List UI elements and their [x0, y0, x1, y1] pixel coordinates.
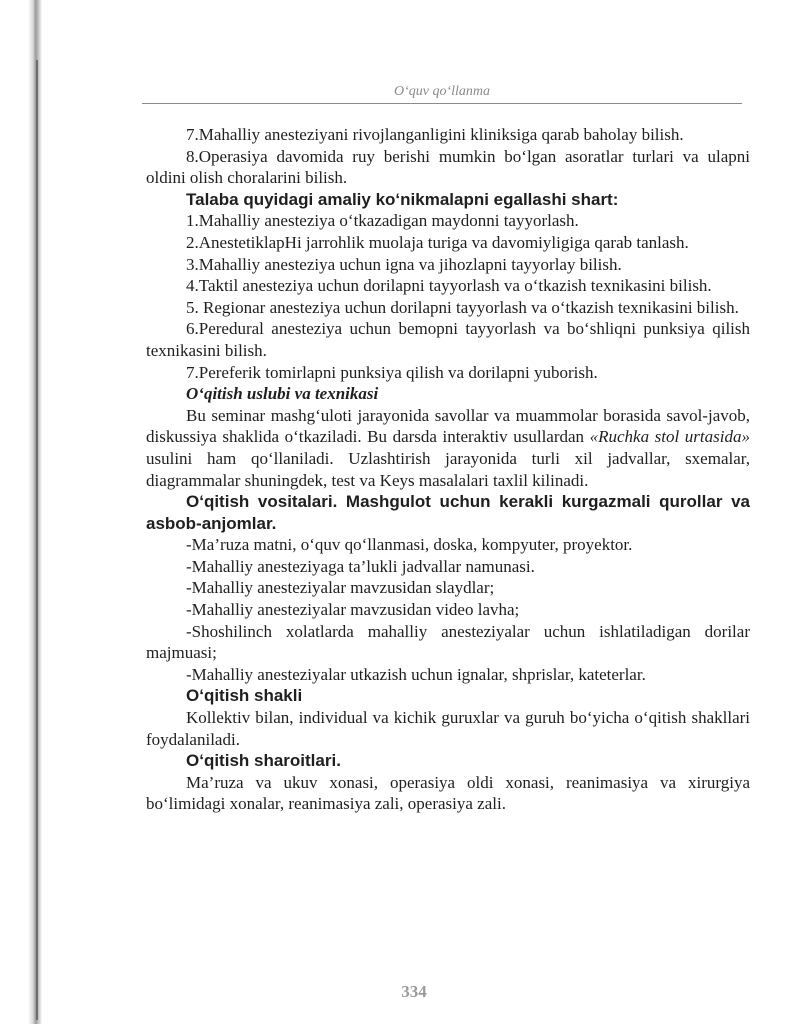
page-number: 334: [401, 982, 427, 1001]
tool-2: -Mahalliy anesteziyaga ta’lukli jadvallar namunasi.: [186, 556, 535, 576]
method-text-b: usulini ham qo‘llaniladi. Uzlashtirish jarayonida turli xil jadvallar, sxemalar, diagrammalar shuningdek, test va Keys masalalari taxlil kilinadi.: [146, 448, 750, 490]
running-header: [142, 84, 742, 108]
method-heading: O‘qitish uslubi va texnikasi: [186, 384, 379, 404]
form-heading: O‘qitish shakli: [186, 686, 303, 706]
skill-1: 1.Mahalliy anesteziya o‘tkazadigan maydonni tayyorlash.: [186, 211, 579, 231]
skill-2: 2.AnestetiklapHi jarrohlik muolaja turiga va davomiyligiga qarab tanlash.: [186, 232, 689, 252]
book-spine-shadow: [28, 0, 42, 1024]
objective-8: 8.Operasiya davomida ruy berishi mumkin bo‘lgan asoratlar turlari va ulapni oldini olish choralarini bilish.: [146, 146, 750, 188]
skill-7: 7.Pereferik tomirlapni punksiya qilish va dorilapni yuborish.: [186, 362, 598, 382]
page-edge-line: [36, 60, 38, 1020]
tool-1: -Ma’ruza matni, o‘quv qo‘llanmasi, doska, kompyuter, proyektor.: [186, 535, 633, 555]
conditions-paragraph: Ma’ruza va ukuv xonasi, operasiya oldi xonasi, reanimasiya va xirurgiya bo‘limidagi xonalar, reanimasiya zali, operasiya zali.: [146, 772, 750, 814]
tool-4: -Mahalliy anesteziyalar mavzusidan video lavha;: [186, 600, 520, 620]
header-title: O‘quv qo‘llanma: [393, 84, 491, 99]
skill-4: 4.Taktil anesteziya uchun dorilapni tayyorlash va o‘tkazish texnikasini bilish.: [186, 276, 712, 296]
method-technique-name: «Ruchka stol urtasida»: [589, 427, 750, 447]
tool-5: -Shoshilinch xolatlarda mahalliy anesteziyalar uchun ishlatiladigan dorilar majmuasi;: [146, 621, 750, 663]
form-paragraph: Kollektiv bilan, individual va kichik guruxlar va guruh bo‘yicha o‘qitish shakllari foydalaniladi.: [146, 708, 750, 749]
method-text-a: Bu seminar mashg‘uloti jarayonida savollar va muammolar borasida savol-javob, diskussiya shaklida o‘tkaziladi. Bu darsda interaktiv usullardan: [146, 405, 750, 447]
skill-3: 3.Mahalliy anesteziya uchun igna va jihozlapni tayyorlay bilish.: [186, 254, 622, 274]
objective-7: 7.Mahalliy anesteziyani rivojlanganligini kliniksiga qarab baholay bilish.: [186, 125, 684, 144]
header-rule: [142, 103, 742, 104]
tool-3: -Mahalliy anesteziyalar mavzusidan slaydlar;: [186, 578, 495, 598]
tool-6: -Mahalliy anesteziyalar utkazish uchun ignalar, shprislar, kateterlar.: [186, 664, 646, 684]
skill-6: 6.Peredural anesteziya uchun bemopni tayyorlash va bo‘shliqni punksiya qilish texnikasini bilish.: [146, 319, 750, 360]
conditions-heading: O‘qitish sharoitlari.: [186, 751, 341, 771]
page-body: [146, 124, 750, 815]
skills-heading: Talaba quyidagi amaliy ko‘nikmalapni egallashi shart:: [186, 189, 619, 209]
method-paragraph: [146, 405, 750, 491]
skill-5: 5. Regionar anesteziya uchun dorilapni tayyorlash va o‘tkazish texnikasini bilish.: [186, 297, 739, 317]
tools-heading: O‘qitish vositalari. Mashgulot uchun kerakli kurgazmali qurollar va asbob-anjomlar.: [146, 492, 750, 533]
